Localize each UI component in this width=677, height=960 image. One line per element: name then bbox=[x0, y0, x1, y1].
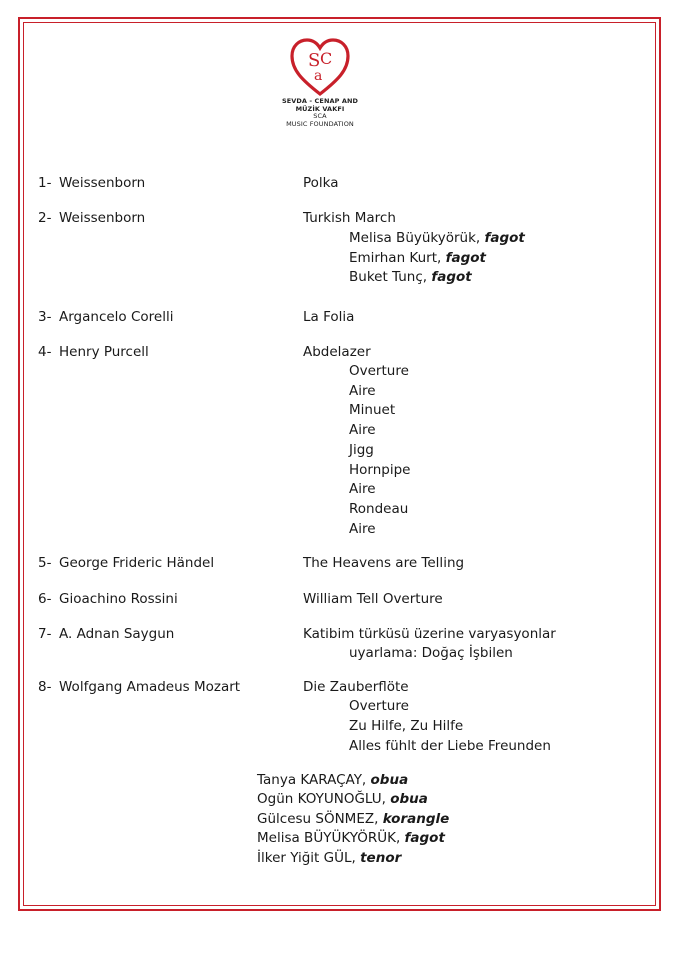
performer-instrument: fagot bbox=[431, 269, 472, 285]
program-composer: Henry Purcell bbox=[59, 344, 149, 360]
program-work: Die Zauberflöte bbox=[303, 679, 409, 695]
performer-line bbox=[257, 830, 445, 846]
heart-logo-icon bbox=[288, 36, 352, 98]
program-work: La Folia bbox=[303, 309, 355, 325]
program-work: Polka bbox=[303, 175, 339, 191]
program-work: The Heavens are Telling bbox=[303, 555, 465, 571]
program-movement: Aire bbox=[349, 422, 376, 438]
program-movement: Aire bbox=[349, 521, 376, 537]
performer-name: İlker Yiğit GÜL, bbox=[257, 850, 361, 866]
performer-name: Tanya KARAÇAY, bbox=[257, 772, 371, 788]
performer-line bbox=[257, 811, 449, 827]
svg-text:a: a bbox=[314, 68, 323, 84]
program-work: Katibim türküsü üzerine varyasyonlar bbox=[303, 626, 556, 642]
program-number: 8- bbox=[38, 679, 52, 695]
performer-instrument: fagot bbox=[484, 230, 525, 246]
performer-name: Melisa Büyükyörük, bbox=[349, 230, 485, 246]
svg-text:S: S bbox=[308, 50, 321, 71]
performer-instrument: fagot bbox=[445, 250, 486, 266]
program-composer: A. Adnan Saygun bbox=[59, 626, 175, 642]
program-movement: Rondeau bbox=[349, 501, 409, 517]
program-number: 3- bbox=[38, 309, 52, 325]
performer-name: Melisa BÜYÜKYÖRÜK, bbox=[257, 830, 405, 846]
program-movement: Zu Hilfe, Zu Hilfe bbox=[349, 718, 464, 734]
performer-instrument: korangle bbox=[382, 811, 450, 827]
program-performer-line bbox=[349, 250, 486, 266]
program-movement: Jigg bbox=[349, 442, 374, 458]
performer-instrument: obua bbox=[370, 772, 409, 788]
program-movement: Hornpipe bbox=[349, 462, 411, 478]
performer-line bbox=[257, 791, 428, 807]
foundation-name-line4: MUSIC FOUNDATION bbox=[286, 119, 354, 128]
program-movement: Aire bbox=[349, 383, 376, 399]
program-arrangement: uyarlama: Doğaç İşbilen bbox=[349, 645, 513, 661]
performer-name: Buket Tunç, bbox=[349, 269, 432, 285]
program-work: William Tell Overture bbox=[303, 591, 443, 607]
foundation-name-line2: MÜZİK VAKFI bbox=[295, 104, 345, 113]
performer-instrument: obua bbox=[390, 791, 428, 807]
program-movement: Overture bbox=[349, 698, 409, 714]
program-composer: Argancelo Corelli bbox=[59, 309, 174, 325]
program-composer: George Frideric Händel bbox=[59, 555, 215, 571]
foundation-name-line1: SEVDA - CENAP AND bbox=[281, 97, 359, 105]
program-performer-line bbox=[349, 230, 525, 246]
performer-name: Gülcesu SÖNMEZ, bbox=[257, 811, 383, 827]
performer-line bbox=[257, 772, 408, 788]
foundation-name-line3: SCA bbox=[313, 112, 327, 120]
program-number: 7- bbox=[38, 626, 52, 642]
program-composer: Wolfgang Amadeus Mozart bbox=[59, 679, 241, 695]
program-movement: Minuet bbox=[349, 402, 396, 418]
program-work: Turkish March bbox=[303, 210, 396, 226]
program-number: 1- bbox=[38, 175, 52, 191]
program-number: 5- bbox=[38, 555, 52, 571]
program-work: Abdelazer bbox=[303, 344, 371, 360]
performer-name: Ogün KOYUNOĞLU, bbox=[257, 791, 391, 807]
program-composer: Gioachino Rossini bbox=[59, 591, 178, 607]
program-number: 2- bbox=[38, 210, 52, 226]
svg-text:C: C bbox=[320, 49, 333, 68]
program-number: 6- bbox=[38, 591, 52, 607]
performer-line bbox=[257, 850, 401, 866]
program-composer: Weissenborn bbox=[59, 210, 146, 226]
program-movement: Overture bbox=[349, 363, 409, 379]
performer-instrument: fagot bbox=[404, 830, 445, 846]
performer-instrument: tenor bbox=[360, 850, 402, 866]
performer-name: Emirhan Kurt, bbox=[349, 250, 446, 266]
program-movement: Alles fühlt der Liebe Freunden bbox=[349, 738, 551, 754]
program-performer-line bbox=[349, 269, 472, 285]
program-movement: Aire bbox=[349, 481, 376, 497]
program-composer: Weissenborn bbox=[59, 175, 146, 191]
foundation-logo bbox=[270, 36, 370, 128]
program-number: 4- bbox=[38, 344, 52, 360]
